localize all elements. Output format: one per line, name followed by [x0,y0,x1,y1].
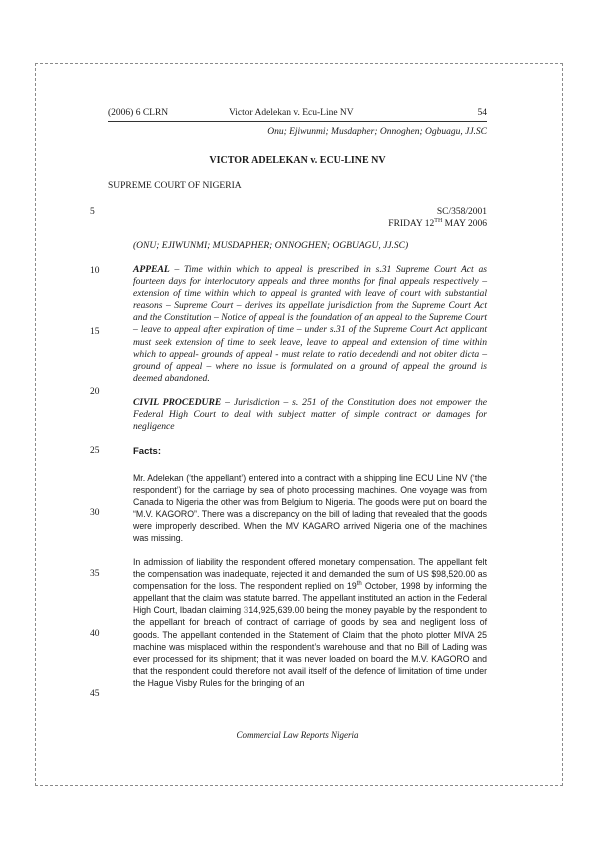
facts-paragraph-1: Mr. Adelekan (‘the appellant’) entered into a contract with a shipping line ECU Line NV (‘the respondent’) for the carriage by sea of photo processing machines. One voyage was from Canada to Nigeria the other was from Belgium to Nigeria. The goods were put on board the “M.V. KAGORO”. There was a discrepancy on the bill of lading that revealed that the goods were improperly described. When the MV KAGARO arrived Nigeria one of the machines was missing. [133,473,487,544]
line-number: 35 [90,569,100,579]
line-number: 45 [90,689,100,699]
header-judges: Onu; Ejiwunmi; Musdapher; Onnoghen; Ogbuagu, JJ.SC [267,127,487,137]
header-page-number: 54 [477,108,487,118]
line-number: 30 [90,508,100,518]
facts-heading: Facts: [133,446,161,457]
line-number: 5 [90,207,95,217]
line-number: 25 [90,446,100,456]
headnote-appeal: APPEAL – Time within which to appeal is prescribed in s.31 Supreme Court Act as fourteen days for interlocutory appeals and three months for final appeals respectively – extension of time within which to appeal is granted with leave of court with substantial reasons – Supreme Court – derives its appellate jurisdiction from the Supreme Court Act and the Constitution – Notice of appeal is the foundation of an appeal to the Supreme Court – leave to appeal after expiration of time – under s.31 of the Supreme Court Act applicant must seek extension of time to seek leave, leave to appeal and extension of time within which to appeal- grounds of appeal - must relate to ratio decedendi and not obiter dicta – ground of appeal – where no issue is formulated on a ground of appeal the ground is deemed abandoned. [133,264,487,384]
case-title: VICTOR ADELEKAN v. ECU-LINE NV [209,155,386,166]
headnote-civil-label: CIVIL PROCEDURE [133,397,222,408]
header-citation: (2006) 6 CLRN [108,108,169,118]
headnote-civil-procedure: CIVIL PROCEDURE – Jurisdiction – s. 251 of the Constitution does not empower the Federal High Court to deal with subject matter of simple contract or damages for negligence [133,397,487,433]
line-number: 40 [90,629,100,639]
suit-number: SC/358/2001 [436,207,487,217]
header-case-name: Victor Adelekan v. Ecu-Line NV [229,108,354,118]
line-number: 10 [90,266,100,276]
court-name: SUPREME COURT OF NIGERIA [108,181,242,191]
currency-symbol: 3 [243,605,249,616]
coram: (ONU; EJIWUNMI; MUSDAPHER; ONNOGHEN; OGBUAGU, JJ.SC) [133,241,409,251]
line-number: 20 [90,387,100,397]
judgment-date: FRIDAY 12TH MAY 2006 [388,217,487,229]
page-footer: Commercial Law Reports Nigeria [236,730,359,740]
header-rule [108,121,487,122]
line-number: 15 [90,327,100,337]
headnote-appeal-label: APPEAL [133,264,170,275]
facts-paragraph-2: In admission of liability the respondent offered monetary compensation. The appellant felt the compensation was inadequate, rejected it and demanded the sum of US $98,520.00 as compensation for the loss. The respondent replied on 19th October, 1998 by informing the appellant that the claim was statute barred. The appellant instituted an action in the Federal High Court, Ibadan claiming 314,925,639.00 being the money payable by the respondent to the appellant for breach of contract of carriage of goods by sea and negligent loss of goods. The appellant contended in the Statement of Claim that the photo plotter MIVA 25 machine was misplaced within the respondent’s warehouse and that no Bill of Lading was ever processed for its shipment; that it was never loaded on board the M.V. KAGORO and that the respondent could therefore not avail itself of the defence of limitation of time under the Hague Visby Rules for the bringing of an [133,557,487,688]
